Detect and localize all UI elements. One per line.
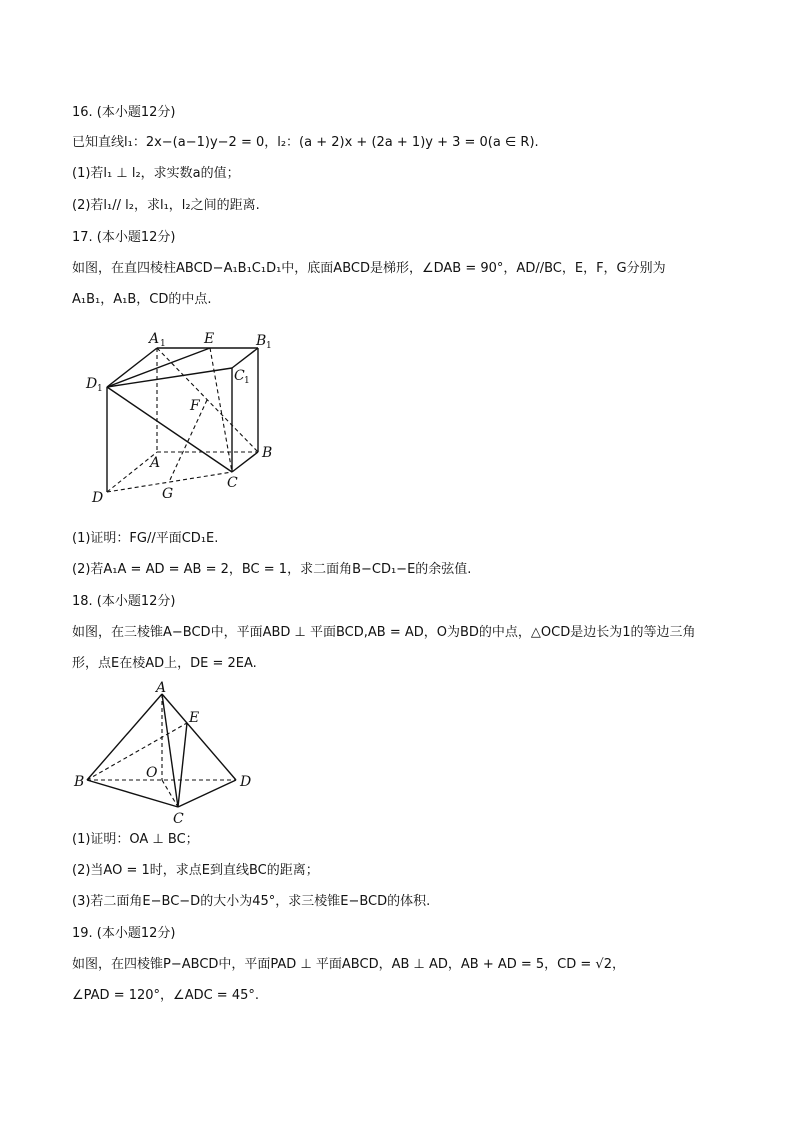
label-E: E [204, 331, 215, 347]
q18-stem-line2: 形，点E在棱AD上，DE = 2EA. [72, 656, 257, 671]
label-A1-sub: 1 [160, 339, 166, 349]
label-B: B [262, 445, 273, 461]
label-D1-sub: 1 [97, 384, 103, 394]
q16-part2: (2)若l₁// l₂，求l₁，l₂之间的距离. [72, 198, 260, 213]
q16-stem: 已知直线l₁：2x−(a−1)y−2 = 0，l₂：(a + 2)x + (2a + 1)y + 3 = 0(a ∈ R). [72, 135, 539, 150]
q19-stem-line1: 如图，在四棱锥P−ABCD中，平面PAD ⊥ 平面ABCD，AB ⊥ AD，AB + AD = 5，CD = √2， [72, 957, 625, 972]
label-A: A [156, 680, 167, 696]
q17-header: 17. (本小题12分) [72, 230, 176, 245]
label-G: G [162, 486, 174, 502]
edge-A1B-hidden [157, 348, 258, 452]
label-A1: A [149, 331, 160, 347]
q19-stem-line2: ∠PAD = 120°，∠ADC = 45°. [72, 988, 260, 1003]
edge-B1C1 [232, 348, 258, 368]
edge-AC [162, 694, 178, 807]
label-B1: B [256, 333, 267, 349]
edge-BC [87, 780, 178, 807]
label-B: B [74, 774, 85, 790]
label-C: C [227, 475, 238, 491]
pyramid-diagram [70, 678, 260, 828]
pyramid-figure [70, 678, 260, 828]
q17-part1: (1)证明：FG//平面CD₁E. [72, 531, 219, 546]
q19-header: 19. (本小题12分) [72, 926, 176, 941]
q18-part3: (3)若二面角E−BC−D的大小为45°，求三棱锥E−BCD的体积. [72, 894, 431, 909]
q16-header: 16. (本小题12分) [72, 105, 176, 120]
label-D: D [92, 490, 104, 506]
edge-D1C1 [107, 368, 232, 387]
edge-CD [178, 780, 236, 807]
q16-part1: (1)若l₁ ⊥ l₂，求实数a的值； [72, 166, 240, 181]
label-C: C [173, 811, 184, 827]
q17-stem-line2: A₁B₁，A₁B，CD的中点. [72, 292, 212, 307]
label-C1: C [234, 368, 245, 384]
edge-CB [232, 452, 258, 472]
label-A: A [150, 455, 161, 471]
label-F: F [190, 398, 200, 414]
prism-diagram [78, 322, 288, 512]
q17-part2: (2)若A₁A = AD = AB = 2，BC = 1，求二面角B−CD₁−E的余弦值. [72, 562, 472, 577]
segment-EC [178, 723, 187, 807]
q17-stem-line1: 如图，在直四棱柱ABCD−A₁B₁C₁D₁中，底面ABCD是梯形，∠DAB = 90°，AD//BC，E，F，G分别为 [72, 261, 666, 276]
label-D1: D [86, 376, 98, 392]
label-C1-sub: 1 [244, 376, 250, 386]
label-O: O [146, 765, 158, 781]
q18-stem-line1: 如图，在三棱锥A−BCD中，平面ABD ⊥ 平面BCD,AB = AD，O为BD的中点，△OCD是边长为1的等边三角 [72, 625, 696, 640]
label-D: D [240, 774, 252, 790]
segment-FG-hidden [169, 400, 207, 482]
prism-figure [78, 322, 288, 512]
segment-EC-hidden [210, 348, 232, 472]
q18-header: 18. (本小题12分) [72, 594, 176, 609]
q18-part1: (1)证明：OA ⊥ BC； [72, 832, 199, 847]
label-E: E [189, 710, 200, 726]
edge-D1E [107, 348, 210, 387]
q18-part2: (2)当AO = 1时，求点E到直线BC的距离； [72, 863, 319, 878]
label-B1-sub: 1 [266, 341, 272, 351]
edge-AD [162, 694, 236, 780]
segment-BE-hidden [87, 723, 187, 780]
edge-D1C [107, 387, 232, 472]
